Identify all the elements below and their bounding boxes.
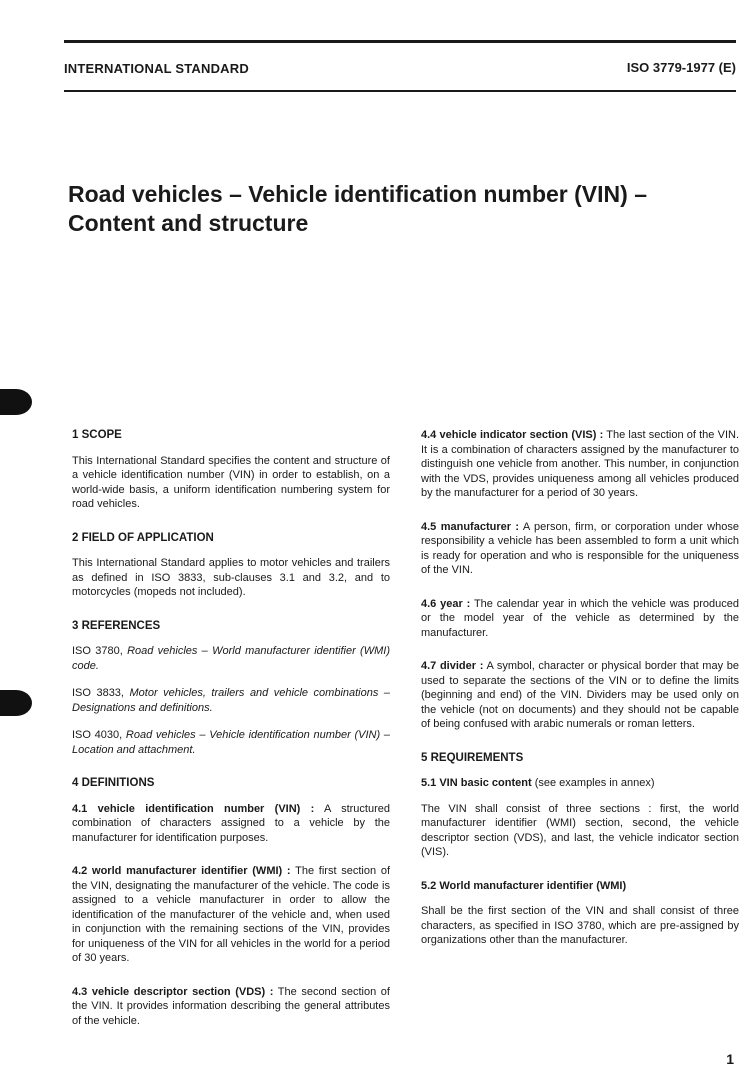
standard-number: ISO 3779-1977 (E) — [626, 60, 736, 75]
vin-basic-body: The VIN shall consist of three sections : first, the world manufacturer identifier (WMI) section, second, the vehicle descriptor section (VDS), and last, the vehicle indicator section (VIS). — [421, 802, 739, 858]
section-heading-scope: 1 SCOPE — [72, 429, 122, 441]
section-heading-definitions: 4 DEFINITIONS — [72, 777, 155, 789]
definition-term: 4.5 manufacturer : — [421, 520, 520, 533]
wmi-body: Shall be the first section of the VIN and shall consist of three characters, as specified in ISO 3780, which are pre-assigned by organizations other than the manufacturer. — [421, 905, 739, 946]
definition-text: The calendar year in which the vehicle was produced or the model year of the vehicle as determined by the manufacturer. — [421, 597, 739, 639]
reference-item — [72, 728, 390, 757]
reference-code: ISO 3833, — [72, 687, 124, 699]
page-title — [68, 180, 708, 238]
definition-text: The second section of the VIN. It provides information describing the general attributes of the vehicle. — [72, 985, 390, 1027]
section-heading-field: 2 FIELD OF APPLICATION — [72, 531, 214, 544]
title-line-2: Content and structure — [68, 210, 309, 236]
definition-text: A symbol, character or physical border that may be used to separate the sections of the VIN or to define the limits (beginning and end) of the VIN. Dividers may be used only on the vehicle (not on documents) and they should not be capable of being confused with arabic numerals or roman letters. — [421, 660, 739, 730]
definition-term: 4.6 year : — [421, 597, 471, 610]
reference-code: ISO 4030, — [72, 729, 123, 741]
reference-title: Motor vehicles, trailers and vehicle combinations – Designations and definitions. — [72, 687, 390, 714]
subsection-title: 5.1 VIN basic content — [421, 777, 532, 789]
scope-body: This International Standard specifies the content and structure of a vehicle identification number (VIN) in order to establish, on a world-wide basis, a uniform identification numbering system for road vehicles. — [72, 454, 390, 510]
definition-item — [421, 428, 739, 501]
definition-item — [72, 985, 390, 1029]
left-column — [72, 428, 390, 1047]
definition-item — [72, 802, 390, 846]
definition-text: The last section of the VIN. It is a combination of characters assigned by the manufacturer to distinguish one vehicle from another. This number, in conjunction with the VDS, provides uniqueness among all vehicles produced by the manufacturer for a period of 30 years. — [421, 429, 739, 499]
definition-term: 4.1 vehicle identification number (VIN) : — [72, 802, 315, 815]
definition-text: The first section of the VIN, designating the manufacturer of the vehicle. The code is assigned to a vehicle manufacturer in order to allow the identification of the manufacturer of the vehicle and, when used in conjunction with the remaining sections of the VIN, provides for uniqueness of the VIN for all vehicles in the world for a period of 30 years. — [72, 865, 390, 964]
definition-item — [421, 659, 739, 732]
punch-hole-mark — [0, 389, 32, 415]
definition-item — [72, 864, 390, 966]
reference-code: ISO 3780, — [72, 645, 123, 657]
section-heading-references: 3 REFERENCES — [72, 619, 161, 632]
subsection-heading-wmi: 5.2 World manufacturer identifier (WMI) — [421, 879, 627, 892]
reference-title: Road vehicles – Vehicle identification number (VIN) – Location and attachment. — [72, 729, 390, 756]
reference-item — [72, 644, 390, 673]
definition-item — [421, 597, 739, 641]
definition-term: 4.2 world manufacturer identifier (WMI) : — [72, 865, 291, 877]
punch-hole-mark — [0, 690, 32, 716]
title-line-1: Road vehicles – Vehicle identification number (VIN) – — [68, 181, 647, 207]
header-rule — [64, 90, 736, 92]
subsection-heading-vin-basic — [421, 776, 739, 791]
reference-item — [72, 686, 390, 715]
definition-item — [421, 520, 739, 578]
top-rule — [64, 40, 736, 43]
definition-term: 4.7 divider : — [421, 660, 484, 672]
reference-title: Road vehicles – World manufacturer identifier (WMI) code. — [72, 645, 390, 672]
field-body: This International Standard applies to motor vehicles and trailers as defined in ISO 3833, sub-clauses 3.1 and 3.2, and to motorcycles (mopeds not included). — [72, 557, 390, 598]
document-type: INTERNATIONAL STANDARD — [64, 61, 249, 76]
section-heading-requirements: 5 REQUIREMENTS — [421, 751, 524, 764]
definition-term: 4.3 vehicle descriptor section (VDS) : — [72, 985, 274, 998]
definition-text: A person, firm, or corporation under whose responsibility a vehicle has been assembled to form a unit which is ready for operation and who is responsible for the uniqueness of the VIN. — [421, 520, 739, 576]
definition-term: 4.4 vehicle indicator section (VIS) : — [421, 429, 604, 441]
subsection-note: (see examples in annex) — [531, 777, 655, 789]
page-number: 1 — [726, 1051, 734, 1067]
definition-text: A structured combination of characters assigned to a vehicle by the manufacturer for identification purposes. — [72, 802, 390, 844]
right-column — [421, 428, 739, 967]
